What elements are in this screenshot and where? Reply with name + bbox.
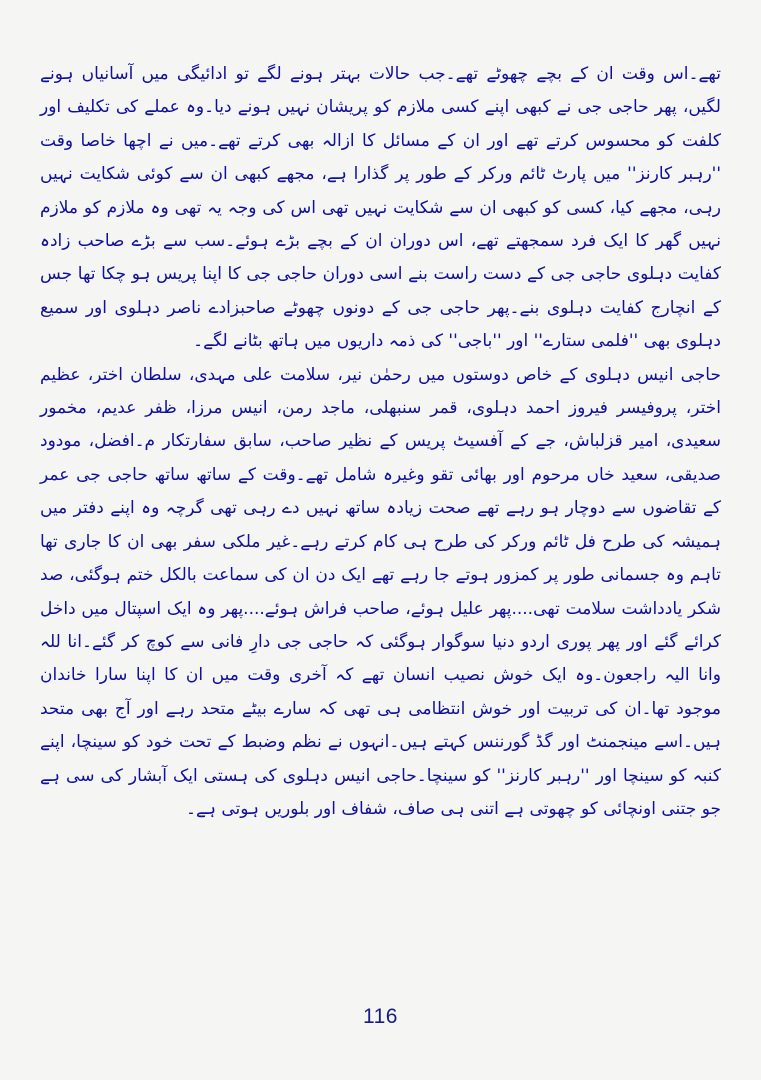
paragraph-2: حاجی انیس دہلوی کے خاص دوستوں میں رحمٰن نیر، سلامت علی مہدی، سلطان اختر، عظیم اختر، پروفیسر فیروز احمد دہلوی، قمر سنبھلی، ماجد رمن، انیس مرزا، ظفر عدیم، مخمور سعیدی، امیر قزلباش، جے کے آفسیٹ پریس کے نظیر صاحب، سابق سفارتکار م۔افضل، مودود صدیقی، سعید خاں مرحوم اور بھائی تقو وغیرہ شامل تھے۔وقت کے ساتھ ساتھ حاجی جی عمر کے تقاضوں سے دوچار ہو رہے تھے صحت زیادہ ساتھ نہیں دے رہی تھی گرچہ وہ اپنے دفتر میں ہمیشہ کی طرح فل ٹائم ورکر کی طرح ہی کام کرتے رہے۔غیر ملکی سفر بھی ان کا جاری تھا تاہم وہ جسمانی طور پر کمزور ہوتے جا رہے تھے ایک دن ان کی سماعت بالکل ختم ہوگئی، صد شکر یادداشت سلامت تھی....پھر علیل ہوئے، صاحب فراش ہوئے....پھر وہ ایک اسپتال میں داخل کرائے گئے اور پھر پوری اردو دنیا سوگوار ہوگئی کہ حاجی جی دارِ فانی سے کوچ کر گئے۔انا للہ وانا الیہ راجعون۔وہ ایک خوش نصیب انسان تھے کہ آخری وقت میں ان کا اپنا سارا خاندان موجود تھا۔ان کی تربیت اور خوش انتظامی ہی تھی کہ سارے بیٹے متحد رہے اور آج بھی متحد ہیں۔اسے مینجمنٹ اور گڈ گورننس کہتے ہیں۔انہوں نے نظم وضبط کے تحت خود کو سینچا، اپنے کنبہ کو سینچا اور ''رہبر کارنز'' کو سینچا۔حاجی انیس دہلوی کی ہستی ایک آبشار کی سی ہے جو جتنی اونچائی کو چھوتی ہے اتنی ہی صاف، شفاف اور بلوریں ہوتی ہے۔ (40, 364, 721, 819)
page-number: 116 (363, 1005, 398, 1028)
paragraph-1: تھے۔اس وقت ان کے بچے چھوٹے تھے۔جب حالات بہتر ہونے لگے تو ادائیگی میں آسانیاں ہونے لگیں، پھر حاجی جی نے کبھی اپنے کسی ملازم کو پریشان نہیں ہونے دیا۔وہ عملے کی تکلیف اور کلفت کو محسوس کرتے تھے اور ان کے مسائل کا ازالہ بھی کرتے تھے۔میں نے اچھا خاصا وقت ''رہبر کارنز'' میں پارٹ ٹائم ورکر کے طور پر گذارا ہے، مجھے کبھی ان سے کوئی شکایت نہیں رہی، مجھے کیا، کسی کو کبھی ان سے شکایت نہیں تھی اس کی وجہ یہ تھی وہ ملازم کو ملازم نہیں گھر کا ایک فرد سمجھتے تھے، اس دوران ان کے بچے بڑے ہوئے۔سب سے بڑے صاحب زادہ کفایت دہلوی حاجی جی کے دست راست بنے اسی دوران حاجی جی کا اپنا پریس ہو چکا تھا جس کے انچارج کفایت دہلوی بنے۔پھر حاجی جی کے دونوں چھوٹے صاحبزادے ناصر دہلوی اور سمیع دہلوی بھی ''فلمی ستارے'' اور ''باجی'' کی ذمہ داریوں میں ہاتھ بٹانے لگے۔ (40, 64, 721, 352)
body-text (40, 58, 721, 826)
